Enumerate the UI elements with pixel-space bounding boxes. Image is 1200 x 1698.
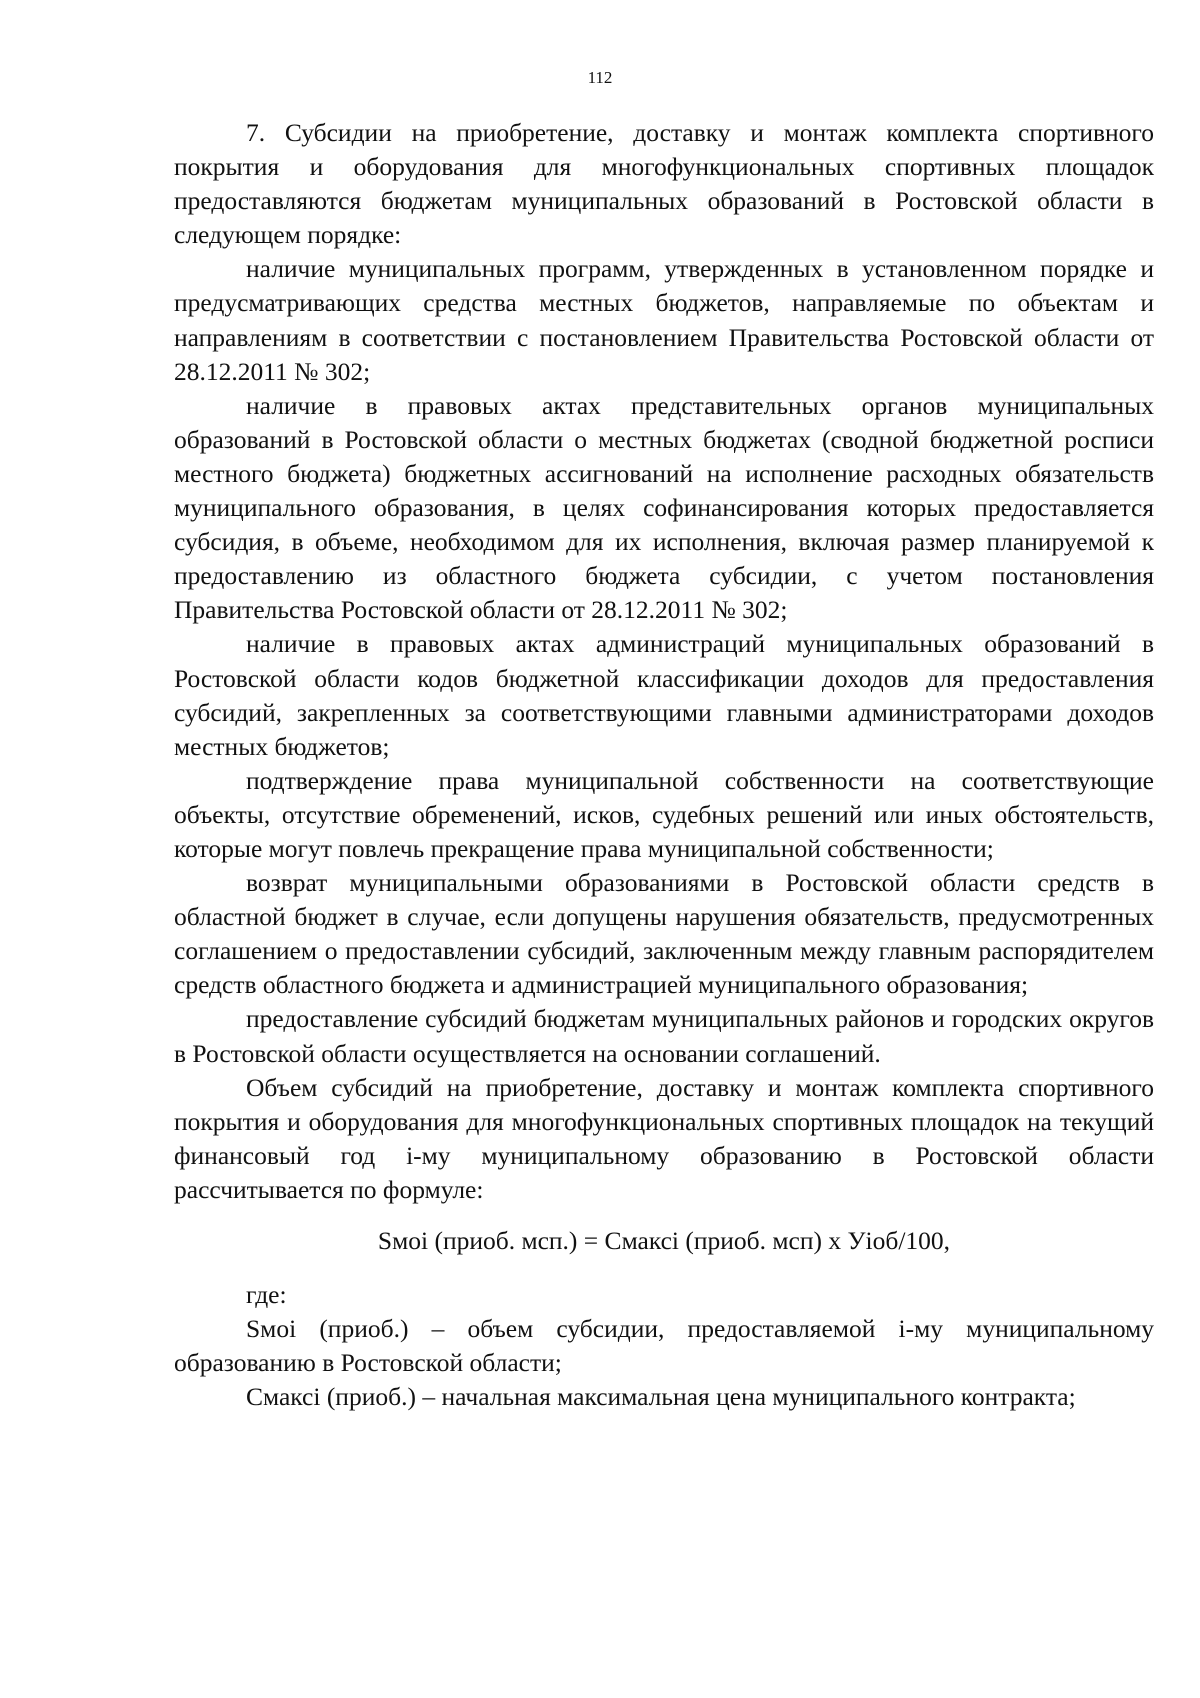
paragraph-property-rights: подтверждение права муниципальной собственности на соответствующие объекты, отсутствие обременений, исков, судебных решений или иных обстоятельств, которые могут повлечь прекращение права муниципальной собственности; (174, 765, 1154, 863)
paragraph-agreements: предоставление субсидий бюджетам муниципальных районов и городских округов в Ростовской области осуществляется на основании соглашений. (174, 1004, 1154, 1068)
paragraph-classification-codes: наличие в правовых актах администраций муниципальных образований в Ростовской области кодов бюджетной классификации доходов для предоставления субсидий, закрепленных за соответствующими главными администраторами доходов местных бюджетов; (174, 629, 1154, 761)
paragraph-funds-return: возврат муниципальными образованиями в Ростовской области средств в областной бюджет в случае, если допущены нарушения обязательств, предусмотренных соглашением о предоставлении субсидий, заключенным между главным распорядителем средств областного бюджета и администрацией муниципального образования; (174, 868, 1154, 1000)
paragraph-budget-allocations: наличие в правовых актах представительных органов муниципальных образований в Ростовской области о местных бюджетах (сводной бюджетной росписи местного бюджета) бюджетных ассигнований на исполнение расходных обязательств муниципального образования, в целях софинансирования которых предоставляется субсидия, в объеме, необходимом для их исполнения, включая размер планируемой к предоставлению из областного бюджета субсидии, с учетом постановления Правительства Ростовской области от 28.12.2011 № 302; (174, 390, 1154, 625)
paragraph-definition-smaksi: Смаксi (приоб.) – начальная максимальная цена муниципального контракта; (246, 1382, 1076, 1412)
paragraph-definition-smoi: Sмоi (приоб.) – объем субсидии, предоставляемой i-му муниципальному образованию в Ростовской области; (174, 1314, 1154, 1378)
paragraph-where: где: (246, 1280, 287, 1310)
document-body (174, 116, 1154, 1414)
page-number: 112 (587, 68, 613, 87)
paragraph-municipal-programs: наличие муниципальных программ, утвержденных в установленном порядке и предусматривающих средства местных бюджетов, направляемые по объектам и направлениям в соответствии с постановлением Правительства Ростовской области от 28.12.2011 № 302; (174, 254, 1154, 386)
subsidy-formula: Sмоi (приоб. мсп.) = Смаксi (приоб. мсп) x Уiоб/100, (377, 1226, 951, 1255)
paragraph-subsidy-intro: 7. Субсидии на приобретение, доставку и монтаж комплекта спортивного покрытия и оборудования для многофункциональных спортивных площадок предоставляются бюджетам муниципальных образований в Ростовской области в следующем порядке: (174, 118, 1154, 250)
paragraph-subsidy-volume: Объем субсидий на приобретение, доставку и монтаж комплекта спортивного покрытия и оборудования для многофункциональных спортивных площадок на текущий финансовый год i-му муниципальному образованию в Ростовской области рассчитывается по формуле: (174, 1072, 1154, 1204)
